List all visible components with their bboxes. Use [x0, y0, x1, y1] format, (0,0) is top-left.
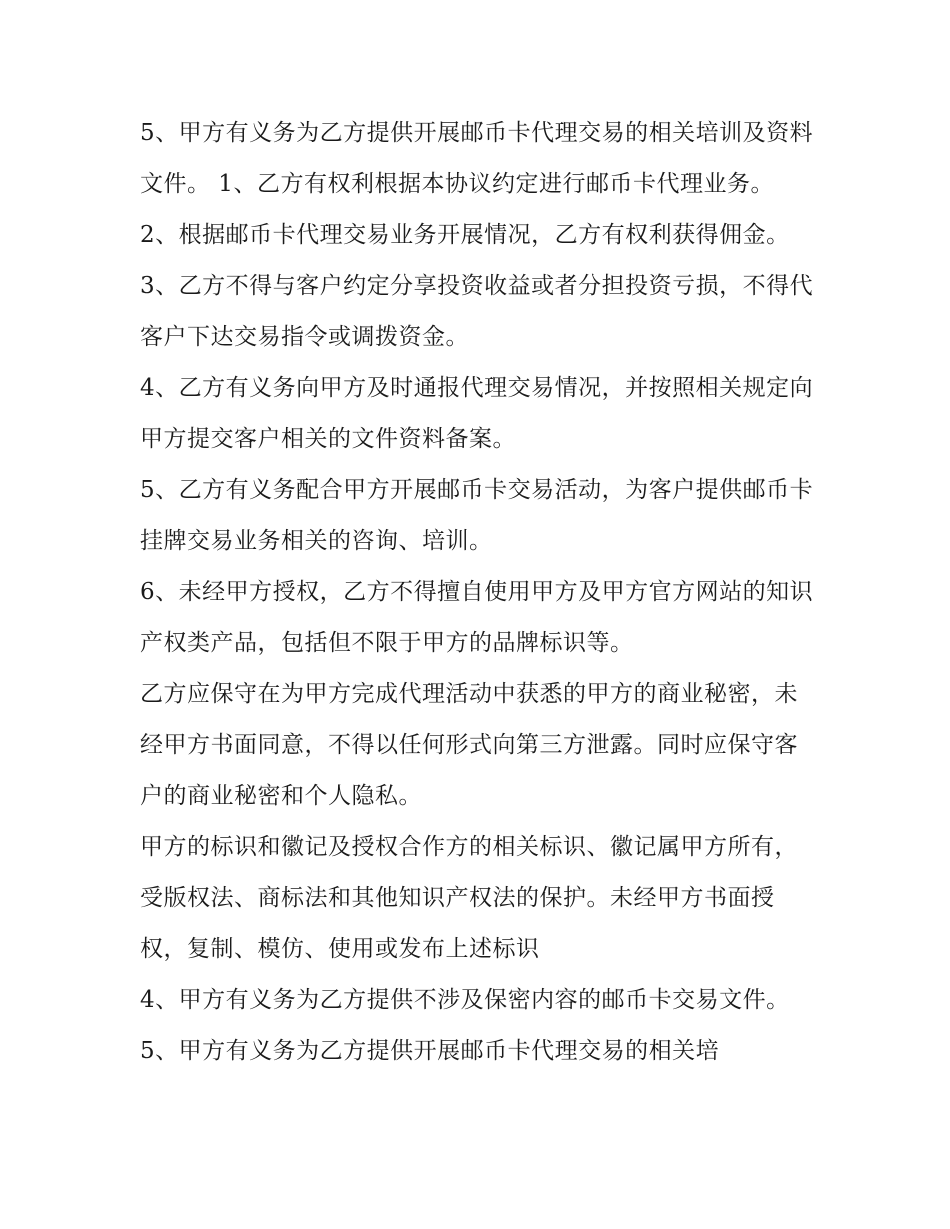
paragraph: 4、甲方有义务为乙方提供不涉及保密内容的邮币卡交易文件。 5、甲方有义务为乙方提供开展邮币卡代理交易的相关培 — [140, 987, 790, 1064]
document-page — [140, 108, 820, 1077]
paragraph: 乙方应保守在为甲方完成代理活动中获悉的甲方的商业秘密，未经甲方书面同意，不得以任何形式向第三方泄露。同时应保守客户的商业秘密和个人隐私。 — [140, 681, 798, 809]
paragraph: 甲方的标识和徽记及授权合作方的相关标识、徽记属甲方所有，受版权法、商标法和其他知识产权法的保护。未经甲方书面授权，复制、模仿、使用或发布上述标识 — [140, 834, 798, 962]
paragraph: 2、根据邮币卡代理交易业务开展情况，乙方有权利获得佣金。 3、乙方不得与客户约定分享投资收益或者分担投资亏损，不得代客户下达交易指令或调拨资金。 — [140, 222, 814, 350]
paragraph: 5、乙方有义务配合甲方开展邮币卡交易活动，为客户提供邮币卡挂牌交易业务相关的咨询、培训。 — [140, 477, 814, 554]
paragraph: 4、乙方有义务向甲方及时通报代理交易情况，并按照相关规定向甲方提交客户相关的文件资料备案。 — [140, 375, 814, 452]
paragraph: 5、甲方有义务为乙方提供开展邮币卡代理交易的相关培训及资料文件。 1、乙方有权利根据本协议约定进行邮币卡代理业务。 — [140, 120, 814, 197]
paragraph: 6、未经甲方授权，乙方不得擅自使用甲方及甲方官方网站的知识产权类产品，包括但不限于甲方的品牌标识等。 — [140, 579, 814, 656]
